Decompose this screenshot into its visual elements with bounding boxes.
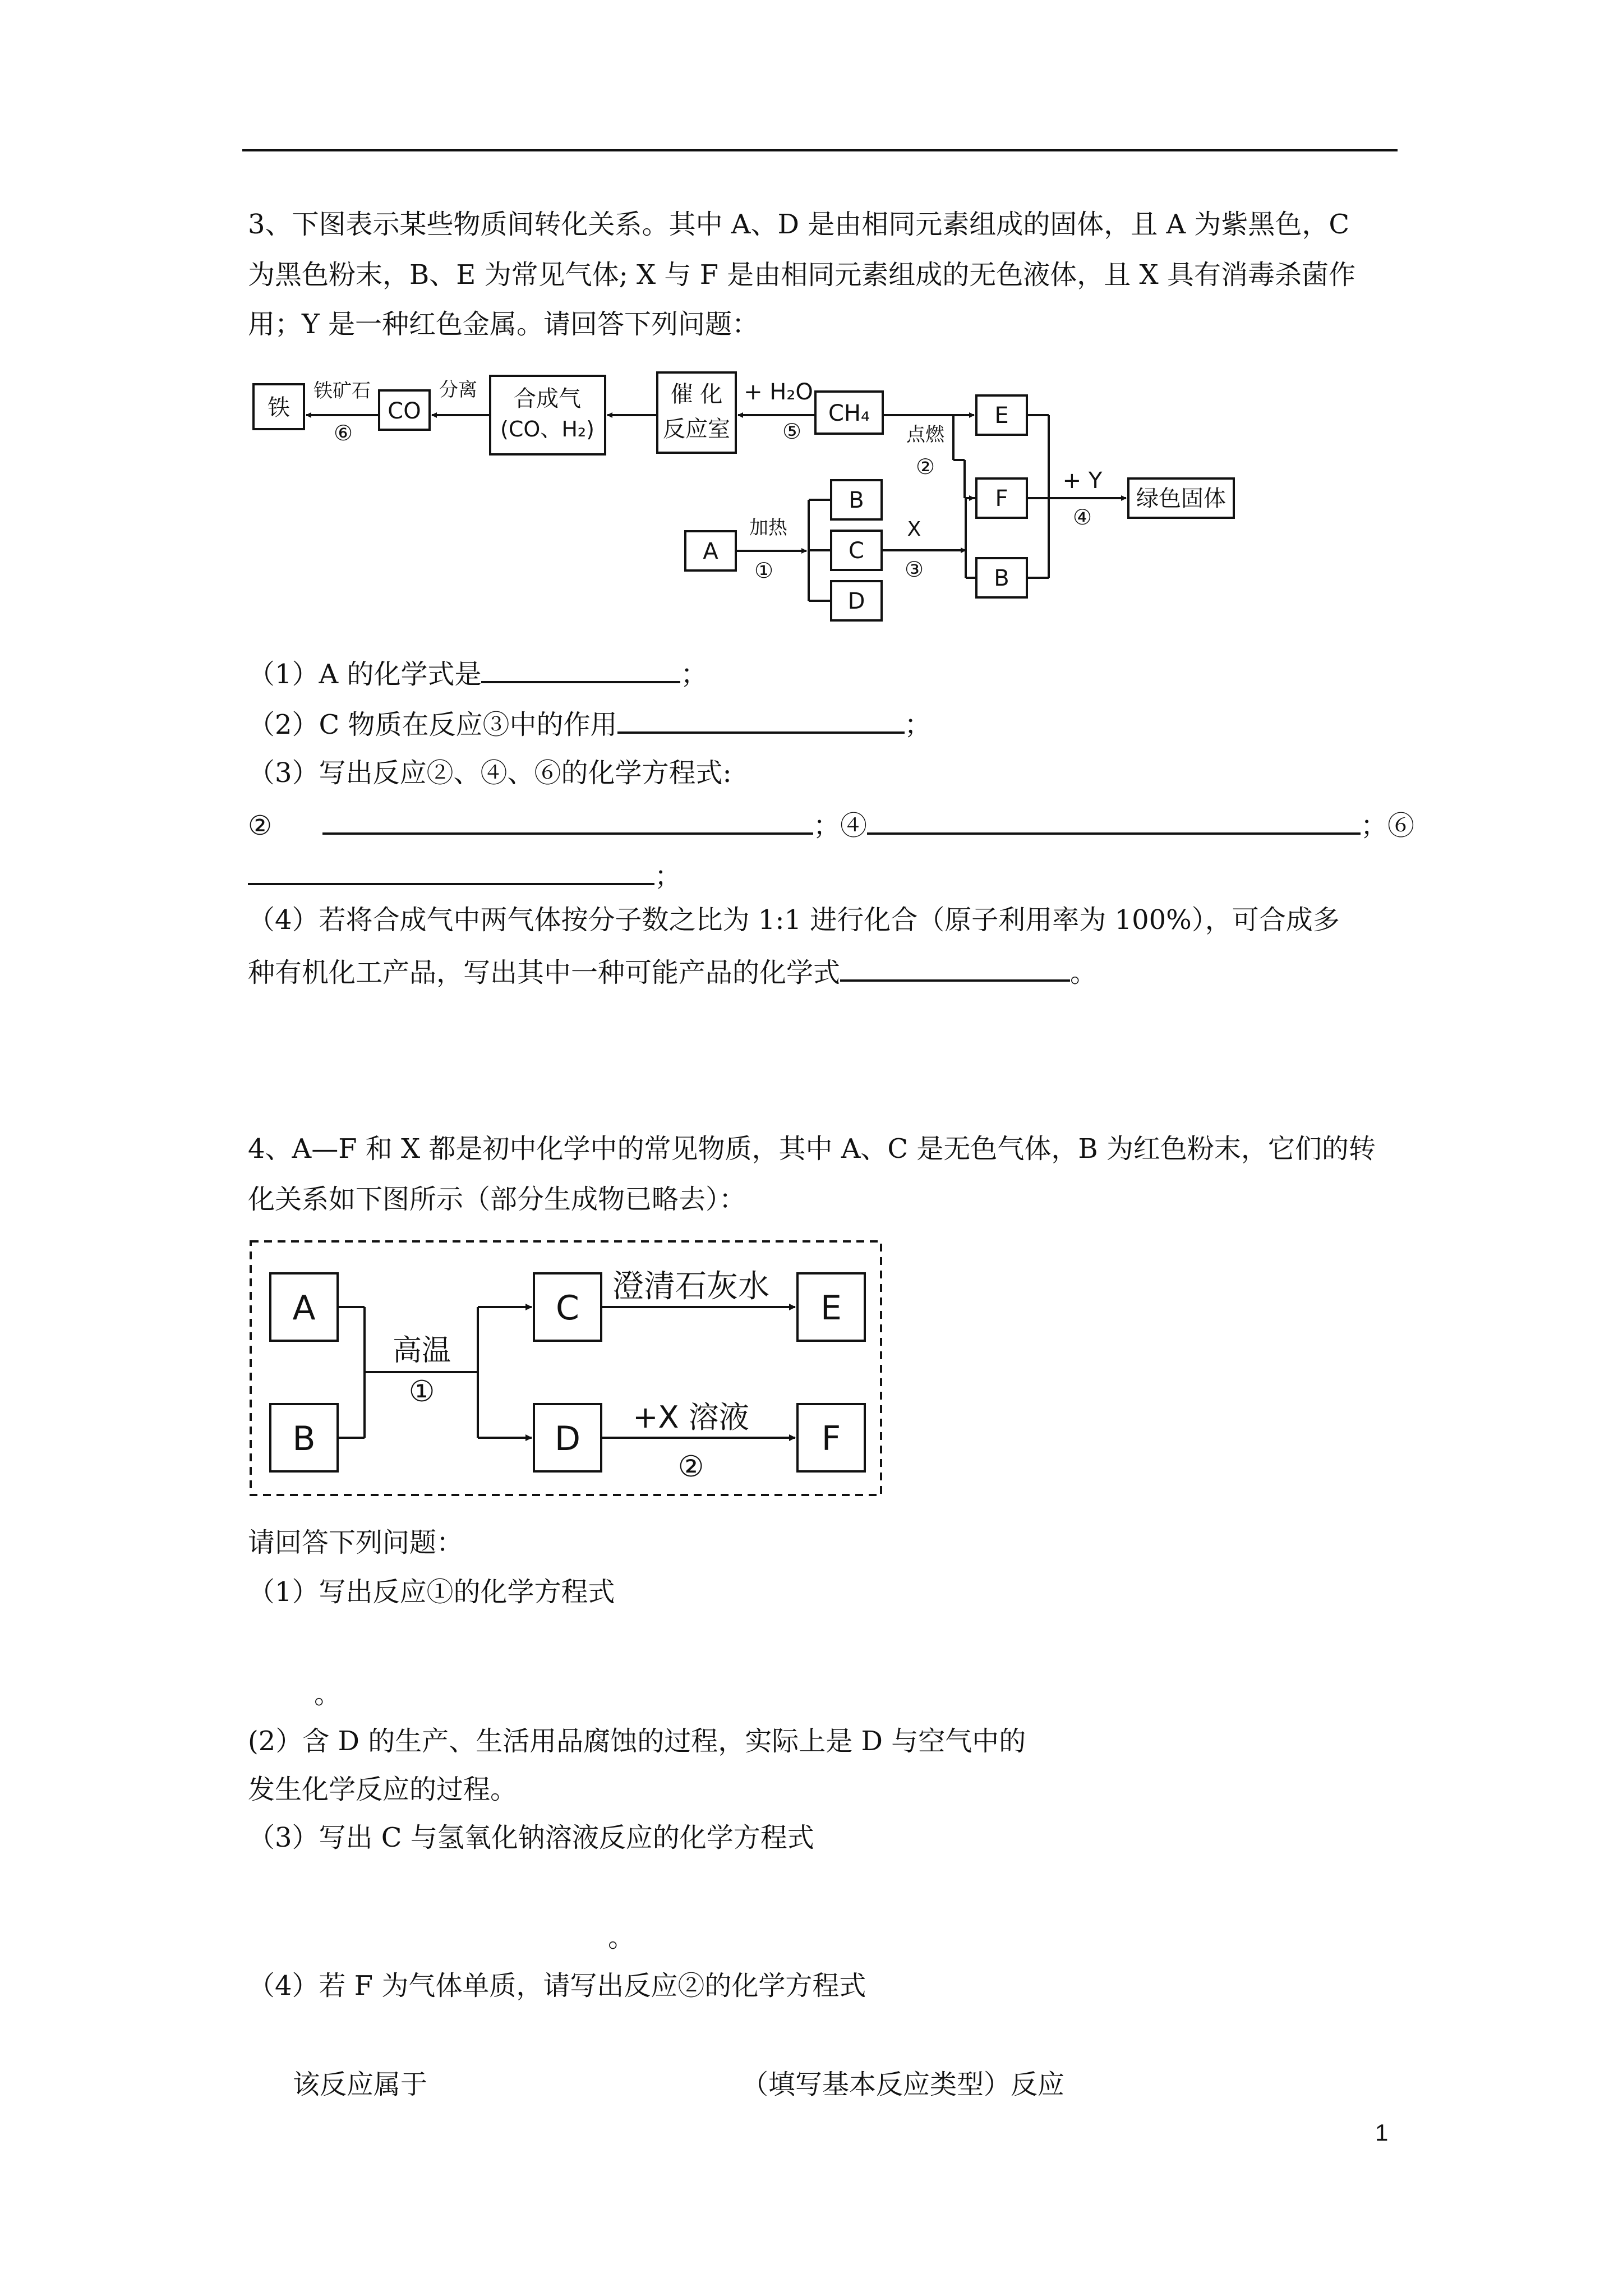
q4-part1: （1）写出反应①的化学方程式 — [248, 1576, 615, 1608]
label-x-solution: +X 溶液 — [633, 1400, 749, 1435]
q3-eq2-marker: ② — [248, 810, 273, 841]
answer-blank[interactable] — [617, 706, 905, 734]
q3-part1 — [248, 655, 707, 691]
label-d: D — [847, 588, 865, 614]
label-green-solid: 绿色固体 — [1136, 486, 1226, 512]
q4-part4-type-prefix: 该反应属于 — [293, 2069, 428, 2100]
q3-part3: （3）写出反应②、④、⑥的化学方程式: — [248, 757, 732, 789]
label-limewater: 澄清石灰水 — [612, 1268, 769, 1305]
q3-part1-end: ； — [680, 659, 708, 690]
label-syngas: 合成气 — [514, 386, 581, 412]
label-r3: ③ — [904, 557, 924, 582]
q3-part3-end: ； — [654, 861, 682, 892]
q3-conversion-diagram — [247, 348, 1256, 639]
label-high-temp: 高温 — [392, 1334, 451, 1368]
answer-blank-eq4[interactable] — [867, 807, 1361, 835]
label-r6: ⑥ — [333, 421, 353, 445]
label-d: D — [554, 1419, 581, 1458]
q4-conversion-diagram — [247, 1234, 886, 1503]
label-c: C — [556, 1289, 579, 1328]
q4-part4-type-suffix: （填写基本反应类型）反应 — [741, 2069, 1065, 2100]
header-rule — [242, 149, 1398, 151]
q4-stem-line-2: 化关系如下图所示（部分生成物已略去）： — [248, 1184, 746, 1215]
label-a: A — [292, 1289, 316, 1328]
q3-part4-text: 种有机化工产品，写出其中一种可能产品的化学式 — [248, 957, 841, 988]
label-catalytic: 催 化 — [670, 381, 723, 407]
q4-part1-end: 。 — [314, 1678, 342, 1710]
q3-part4-end: 。 — [1070, 957, 1098, 988]
answer-blank-eq6[interactable] — [248, 857, 654, 885]
label-h2o: + H₂O — [744, 379, 813, 405]
q3-part3-answers-cont — [248, 857, 681, 893]
label-ore: 铁矿石 — [313, 380, 371, 402]
q3-eq6-marker: ；⑥ — [1361, 810, 1415, 841]
label-e: E — [820, 1289, 842, 1328]
q4-part3: （3）写出 C 与氢氧化钠溶液反应的化学方程式 — [248, 1822, 814, 1853]
q3-part2-text: （2）C 物质在反应③中的作用 — [248, 709, 617, 740]
label-b2: B — [994, 565, 1009, 591]
label-r1: ① — [408, 1375, 435, 1409]
answer-blank[interactable] — [481, 655, 680, 683]
q4-part3-end: 。 — [608, 1922, 635, 1953]
label-y: + Y — [1062, 468, 1103, 494]
label-reaction-chamber: 反应室 — [663, 416, 730, 442]
q3-part4-line-1: （4）若将合成气中两气体按分子数之比为 1:1 进行化合（原子利用率为 100%），可合成多 — [248, 904, 1340, 936]
label-ignite: 点燃 — [906, 424, 944, 446]
answer-blank[interactable] — [840, 954, 1070, 982]
label-iron: 铁 — [268, 395, 290, 421]
label-a: A — [703, 539, 718, 564]
label-separation: 分离 — [439, 379, 477, 401]
q4-part4: （4）若 F 为气体单质，请写出反应②的化学方程式 — [248, 1970, 866, 2001]
label-r5: ⑤ — [782, 419, 802, 444]
label-co: CO — [388, 398, 421, 424]
answer-blank-eq2[interactable] — [322, 807, 813, 835]
q4-ask: 请回答下列问题： — [248, 1527, 464, 1558]
label-b: B — [849, 487, 864, 513]
label-r1: ① — [754, 558, 774, 583]
label-r2: ② — [677, 1450, 704, 1484]
label-syngas-formula: (CO、H₂) — [500, 417, 594, 441]
label-x: X — [907, 518, 921, 541]
label-e: E — [994, 403, 1009, 429]
label-heat: 加热 — [749, 517, 787, 539]
q3-stem-line-3: 用；Y 是一种红色金属。请回答下列问题： — [248, 309, 759, 340]
q4-part2-line-2: 发生化学反应的过程。 — [248, 1774, 518, 1805]
q3-part4-line-2 — [248, 954, 1097, 990]
label-f: F — [995, 486, 1008, 512]
q3-eq4-marker: ；④ — [813, 810, 868, 841]
label-ch4: CH₄ — [828, 401, 870, 426]
label-r4: ④ — [1072, 505, 1092, 530]
q3-part2-end: ； — [904, 709, 932, 740]
q4-part2-line-1: (2）含 D 的生产、生活用品腐蚀的过程，实际上是 D 与空气中的 — [248, 1726, 1026, 1757]
q3-stem-line-1: 3、下图表示某些物质间转化关系。其中 A、D 是由相同元素组成的固体，且 A 为紫黑色，C — [248, 209, 1350, 240]
q3-part2 — [248, 706, 932, 742]
q4-stem-line-1: 4、A—F 和 X 都是初中化学中的常见物质，其中 A、C 是无色气体，B 为红色粉末，它们的转 — [248, 1133, 1376, 1165]
label-b: B — [292, 1419, 316, 1458]
q3-part3-answers — [248, 807, 1414, 843]
page-number: 1 — [1375, 2119, 1389, 2146]
label-r2: ② — [915, 454, 935, 479]
q3-part1-text: （1）A 的化学式是 — [248, 659, 482, 690]
label-c: C — [849, 538, 864, 564]
label-f: F — [821, 1419, 841, 1458]
q3-stem-line-2: 为黑色粉末，B、E 为常见气体; X 与 F 是由相同元素组成的无色液体，且 X 具有消毒杀菌作 — [248, 259, 1355, 291]
